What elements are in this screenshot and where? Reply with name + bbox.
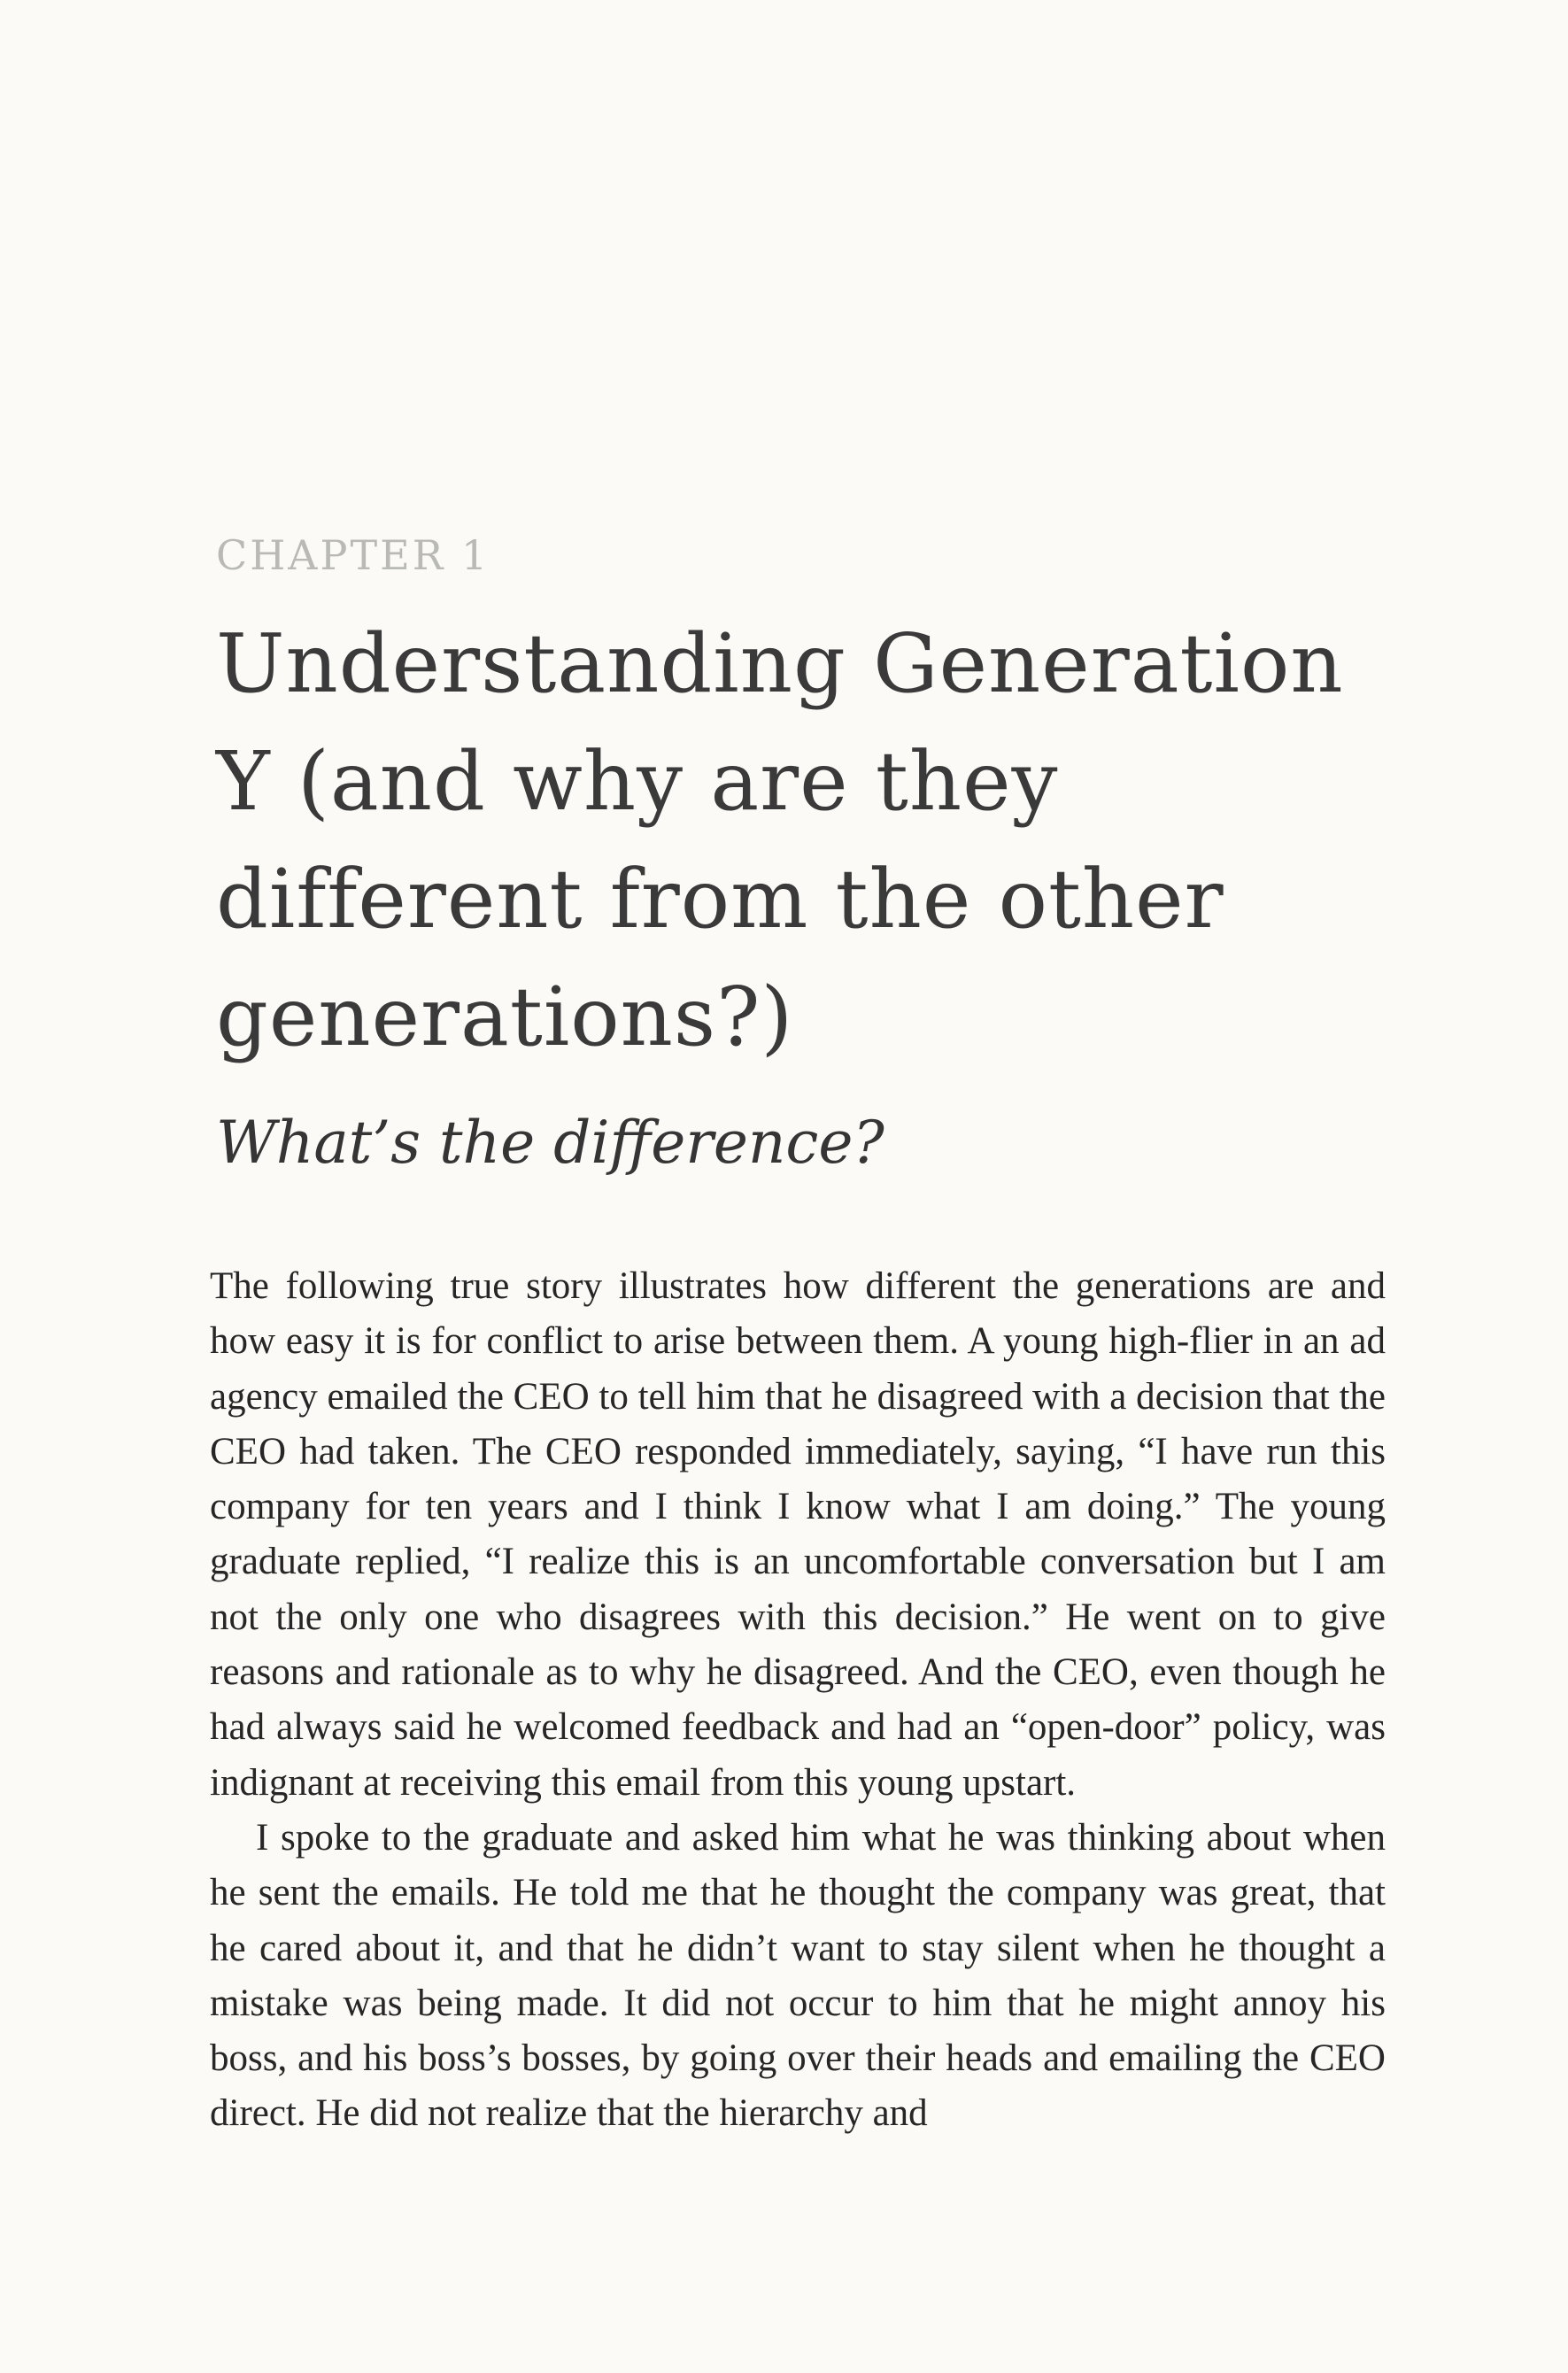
chapter-title: Understanding Generation Y (and why are they different from the other generations?) <box>216 616 1344 1064</box>
paragraph-1: The following true story illustrates how different the generations are and how easy it is for conflict to arise between them. A young high-flier in an ad agency emailed the CEO to tell him that he disagreed with a decision that the CEO had taken. The CEO responded immediately, saying, “I have run this company for ten years and I think I know what I am doing.” The young graduate replied, “I realize this is an uncomfortable conversation but I am not the only one who disagrees with this decision.” He went on to give reasons and rationale as to why he disagreed. And the CEO, even though he had always said he welcomed feedback and had an “open-door” policy, was indignant at receiving this email from this young upstart. <box>210 1265 1386 1804</box>
paragraph-2: I spoke to the graduate and asked him what he was thinking about when he sent the emails. He told me that he thought the company was great, that he cared about it, and that he didn’t want to stay silent when he thought a mistake was being made. It did not occur to him that he might annoy his boss, and his boss’s bosses, by going over their heads and emailing the CEO direct. He did not realize that the hierarchy and <box>210 1816 1386 2135</box>
chapter-label: CHAPTER 1 <box>216 531 490 579</box>
section-heading: What’s the difference? <box>216 1109 884 1177</box>
body-text <box>210 1259 1386 2142</box>
